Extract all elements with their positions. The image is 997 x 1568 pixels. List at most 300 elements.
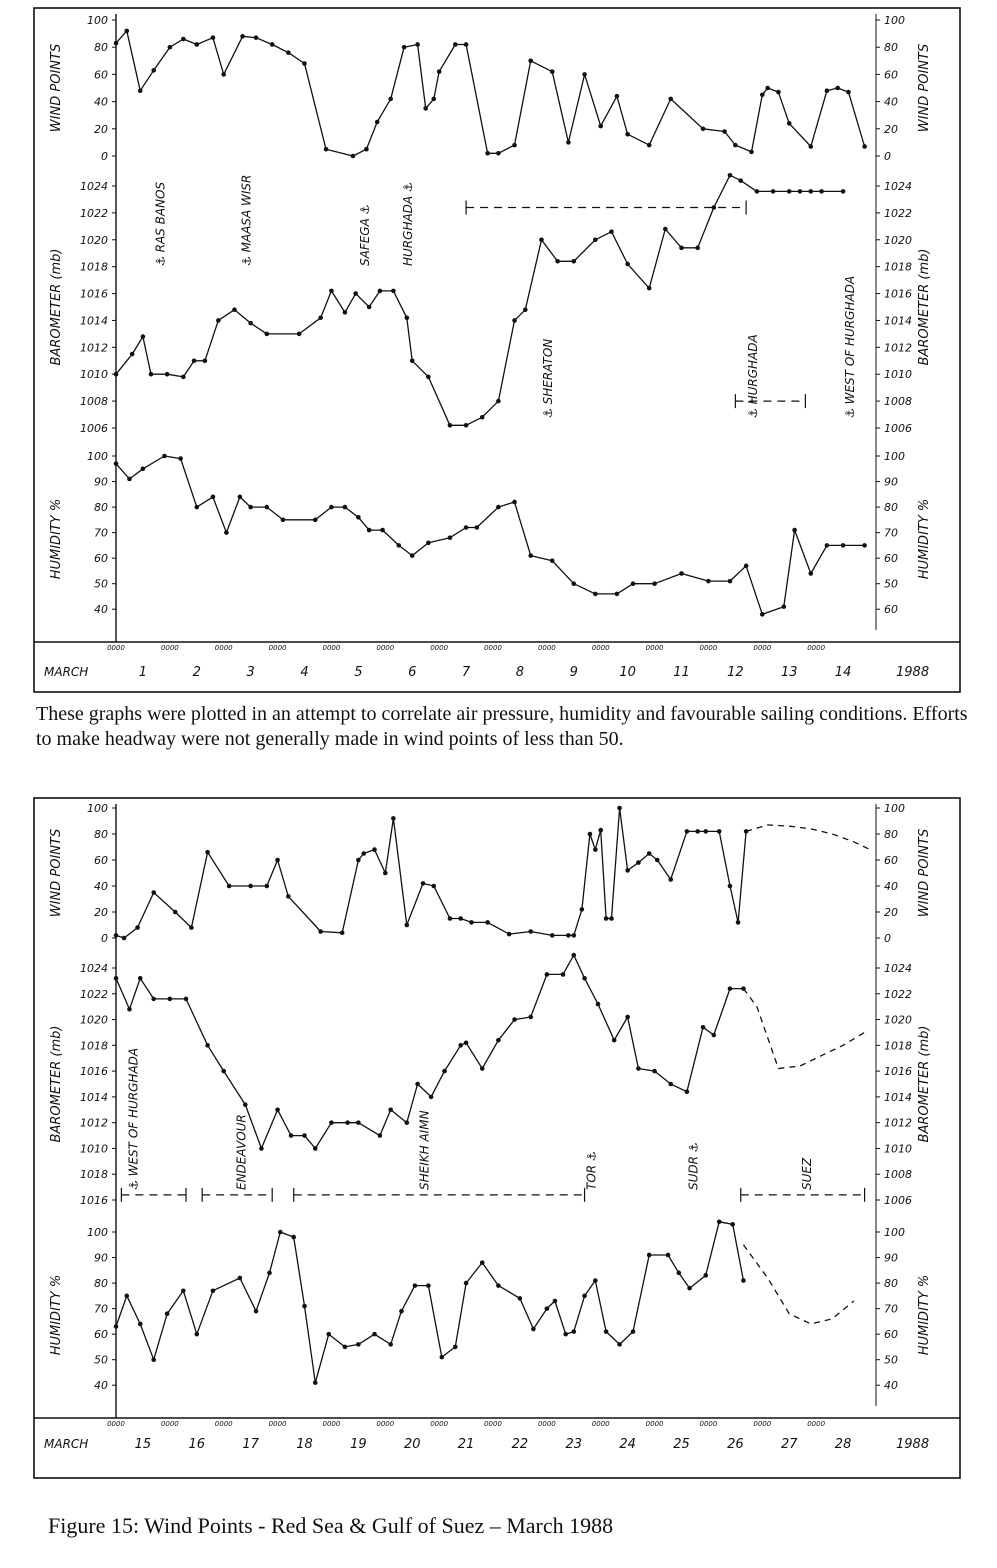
data-point — [343, 310, 348, 315]
data-point — [841, 189, 846, 194]
y-tick-label-right: 60 — [884, 552, 898, 566]
data-point — [135, 925, 140, 930]
data-point — [286, 894, 291, 899]
data-point — [448, 916, 453, 921]
data-point — [243, 1102, 248, 1107]
y-tick-label: 60 — [94, 1328, 108, 1342]
time-tick-label: 0000 — [322, 644, 341, 652]
time-tick-label: 0000 — [699, 1420, 718, 1428]
x-tick-label: 14 — [834, 665, 852, 680]
y-tick-label: 1012 — [80, 1116, 108, 1130]
data-point — [356, 858, 361, 863]
y-tick-label: 1006 — [80, 422, 108, 435]
data-point — [580, 907, 585, 912]
data-point — [278, 1230, 283, 1235]
annotation-label: ⚓ WEST OF HURGHADA — [842, 275, 857, 418]
data-point — [227, 884, 232, 889]
data-point — [728, 173, 733, 178]
data-point — [563, 1332, 568, 1337]
data-point — [545, 1306, 550, 1311]
time-tick-label: 0000 — [430, 1420, 449, 1428]
time-tick-label: 0000 — [591, 644, 610, 652]
data-point — [496, 399, 501, 404]
data-point — [550, 69, 555, 74]
data-point — [728, 579, 733, 584]
data-point — [248, 321, 253, 326]
y-tick-label: 80 — [94, 501, 108, 515]
data-point — [571, 933, 576, 938]
chart-march-15-28 — [34, 798, 960, 1478]
data-point — [205, 1043, 210, 1048]
y-tick-label: 80 — [94, 1277, 108, 1291]
y-tick-label-right: 70 — [884, 526, 898, 540]
y-axis-title: HUMIDITY % — [49, 1274, 64, 1356]
data-point — [862, 543, 867, 548]
data-point — [458, 916, 463, 921]
data-point — [625, 132, 630, 137]
data-point — [668, 877, 673, 882]
data-point — [378, 1133, 383, 1138]
y-tick-label: 1016 — [80, 287, 108, 301]
data-point — [426, 375, 431, 380]
x-tick-label: 2 — [192, 665, 201, 680]
data-point — [677, 1271, 682, 1276]
data-point — [722, 129, 727, 134]
y-tick-label-right: 1020 — [884, 1013, 912, 1027]
data-point — [760, 93, 765, 98]
data-point — [318, 929, 323, 934]
data-point — [141, 466, 146, 471]
data-point — [609, 916, 614, 921]
data-point — [356, 1120, 361, 1125]
data-point — [399, 1309, 404, 1314]
data-point — [194, 1332, 199, 1337]
data-point — [733, 143, 738, 148]
y-tick-label-right: 80 — [884, 1277, 898, 1291]
data-point — [545, 972, 550, 977]
y-tick-label: 1016 — [80, 1065, 108, 1079]
data-point — [528, 929, 533, 934]
time-tick-label: 0000 — [214, 644, 233, 652]
data-point — [598, 828, 603, 833]
data-point — [765, 86, 770, 91]
x-tick-label: 12 — [727, 665, 744, 680]
annotation-label: SUDR ⚓ — [686, 1142, 701, 1190]
data-point — [240, 34, 245, 39]
data-point — [410, 358, 415, 363]
y-tick-label: 1018 — [80, 1039, 108, 1053]
data-point — [512, 318, 517, 323]
y-tick-label: 70 — [94, 526, 108, 540]
data-point — [593, 1278, 598, 1283]
y-tick-label-right: 100 — [884, 14, 905, 27]
data-point — [259, 1146, 264, 1151]
data-point — [571, 259, 576, 264]
data-point — [378, 289, 383, 294]
data-point — [168, 45, 173, 50]
data-point — [431, 884, 436, 889]
data-point — [528, 1015, 533, 1020]
data-point — [318, 315, 323, 320]
y-axis-title: HUMIDITY % — [49, 498, 64, 580]
data-point — [617, 806, 622, 811]
data-point — [695, 829, 700, 834]
data-point — [275, 1107, 280, 1112]
y-tick-label-right: 1010 — [884, 368, 912, 382]
data-point — [189, 925, 194, 930]
data-point — [835, 86, 840, 91]
data-point — [523, 307, 528, 312]
data-point — [405, 1120, 410, 1125]
y-tick-label: 50 — [94, 577, 108, 591]
data-point — [211, 495, 216, 500]
data-point — [127, 477, 132, 482]
annotation-label: HURGHADA ⚓ — [401, 182, 416, 266]
data-point — [127, 1007, 132, 1012]
data-point — [423, 106, 428, 111]
y-tick-label-right: 1008 — [884, 1168, 912, 1182]
y-tick-label-right: 1020 — [884, 233, 912, 247]
y-tick-label: 1012 — [80, 341, 108, 355]
data-point — [712, 205, 717, 210]
y-axis-title: BAROMETER (mb) — [49, 1025, 64, 1143]
data-point — [617, 1342, 622, 1347]
data-point — [625, 1015, 630, 1020]
x-tick-label: 26 — [727, 1437, 744, 1452]
data-point — [571, 1329, 576, 1334]
x-tick-label: 19 — [350, 1437, 367, 1452]
data-point — [846, 90, 851, 95]
y-tick-label-right: 1016 — [884, 287, 912, 301]
data-point — [114, 461, 119, 466]
data-point — [647, 1253, 652, 1258]
data-point — [663, 227, 668, 232]
data-point — [464, 1040, 469, 1045]
x-tick-label: 7 — [461, 665, 471, 680]
data-point — [738, 178, 743, 183]
y-tick-label: 40 — [94, 95, 108, 109]
data-point — [755, 189, 760, 194]
y-axis-title: WIND POINTS — [49, 828, 64, 918]
data-point — [380, 528, 385, 533]
caption-top: These graphs were plotted in an attempt to correlate air pressure, humidity and favourable sailing conditions. Efforts to make headway were not generally made in wind points of less than 50. — [36, 703, 968, 750]
y-tick-label-right: 0 — [884, 932, 891, 945]
data-point — [728, 884, 733, 889]
annotation-label: ⚓ HURGHADA — [745, 334, 760, 418]
data-point — [652, 1069, 657, 1074]
data-point — [480, 415, 485, 420]
data-point — [114, 1324, 119, 1329]
data-point — [679, 246, 684, 251]
y-tick-label-right: 40 — [884, 95, 898, 109]
data-point — [383, 871, 388, 876]
y-tick-label: 1024 — [80, 962, 108, 975]
data-point — [388, 97, 393, 102]
panel-0 — [49, 14, 932, 163]
data-point — [426, 1283, 431, 1288]
data-point — [313, 1146, 318, 1151]
year-label: 1988 — [896, 665, 930, 680]
data-point — [221, 72, 226, 77]
x-tick-label: 27 — [780, 1437, 798, 1452]
data-point — [364, 147, 369, 152]
data-point — [668, 1082, 673, 1087]
y-tick-label: 1024 — [80, 180, 108, 193]
y-tick-label: 60 — [94, 552, 108, 566]
data-point — [631, 1329, 636, 1334]
data-point — [141, 334, 146, 339]
series-line — [116, 1222, 743, 1383]
data-point — [615, 592, 620, 597]
y-tick-label-right: 1022 — [884, 987, 912, 1001]
data-point — [496, 505, 501, 510]
data-point — [819, 189, 824, 194]
data-point — [324, 147, 329, 152]
data-point — [728, 986, 733, 991]
data-point — [598, 124, 603, 129]
projected-line — [746, 825, 870, 850]
data-point — [168, 997, 173, 1002]
y-tick-label-right: 1008 — [884, 395, 912, 409]
data-point — [787, 189, 792, 194]
data-point — [862, 144, 867, 149]
y-tick-label: 1008 — [80, 395, 108, 409]
y-tick-label-right: 100 — [884, 450, 905, 463]
data-point — [329, 289, 334, 294]
data-point — [518, 1296, 523, 1301]
data-point — [512, 1017, 517, 1022]
y-axis-title-right: HUMIDITY % — [917, 498, 932, 580]
data-point — [302, 61, 307, 66]
y-tick-label-right: 1024 — [884, 962, 912, 975]
data-point — [405, 315, 410, 320]
data-point — [151, 1357, 156, 1362]
data-point — [291, 1235, 296, 1240]
data-point — [668, 97, 673, 102]
data-point — [685, 829, 690, 834]
y-tick-label: 70 — [94, 1302, 108, 1316]
data-point — [238, 495, 243, 500]
data-point — [151, 997, 156, 1002]
data-point — [555, 259, 560, 264]
data-point — [402, 45, 407, 50]
data-point — [361, 851, 366, 856]
y-tick-label-right: 60 — [884, 68, 898, 82]
annotation-label: SUEZ — [799, 1157, 814, 1190]
y-tick-label-right: 0 — [884, 150, 891, 163]
data-point — [429, 1095, 434, 1100]
y-tick-label-right: 1014 — [884, 314, 912, 328]
data-point — [744, 564, 749, 569]
data-point — [203, 358, 208, 363]
x-tick-label: 10 — [619, 665, 636, 680]
data-point — [124, 29, 129, 34]
data-point — [130, 352, 135, 357]
x-tick-label: 11 — [673, 665, 690, 680]
data-point — [749, 150, 754, 155]
data-point — [512, 143, 517, 148]
y-tick-label: 90 — [94, 475, 108, 489]
time-tick-label: 0000 — [376, 1420, 395, 1428]
time-tick-label: 0000 — [107, 1420, 125, 1428]
annotation-label: TOR ⚓ — [584, 1151, 599, 1190]
x-tick-label: 23 — [565, 1437, 583, 1452]
y-tick-label: 1022 — [80, 206, 108, 220]
data-point — [571, 953, 576, 958]
annotation-label: ⚓ WEST OF HURGHADA — [126, 1047, 141, 1190]
data-point — [485, 920, 490, 925]
data-point — [302, 1304, 307, 1309]
data-point — [396, 543, 401, 548]
data-point — [375, 120, 380, 125]
data-point — [612, 1038, 617, 1043]
panel-2 — [49, 1219, 932, 1392]
data-point — [254, 35, 259, 40]
data-point — [652, 581, 657, 586]
y-tick-label: 100 — [87, 450, 108, 463]
data-point — [771, 189, 776, 194]
data-point — [593, 847, 598, 852]
data-point — [582, 976, 587, 981]
time-tick-label: 0000 — [537, 1420, 556, 1428]
data-point — [703, 829, 708, 834]
data-point — [224, 530, 229, 535]
data-point — [512, 500, 517, 505]
data-point — [741, 1278, 746, 1283]
data-point — [437, 69, 442, 74]
data-point — [353, 291, 358, 296]
y-tick-label: 40 — [94, 603, 108, 617]
data-point — [192, 358, 197, 363]
data-point — [808, 571, 813, 576]
data-point — [485, 151, 490, 156]
data-point — [782, 604, 787, 609]
data-point — [528, 553, 533, 558]
y-tick-label: 20 — [94, 122, 108, 136]
data-point — [655, 858, 660, 863]
data-point — [221, 1069, 226, 1074]
data-point — [458, 1043, 463, 1048]
y-tick-label-right: 1022 — [884, 206, 912, 220]
data-point — [604, 1329, 609, 1334]
y-axis-title-right: HUMIDITY % — [917, 1274, 932, 1356]
y-axis-title: BAROMETER (mb) — [49, 248, 64, 366]
data-point — [825, 88, 830, 93]
x-tick-label: 5 — [354, 665, 363, 680]
y-axis-title-right: WIND POINTS — [917, 43, 932, 133]
y-tick-label-right: 80 — [884, 41, 898, 55]
data-point — [248, 884, 253, 889]
y-tick-label: 1016 — [80, 1194, 108, 1207]
month-label: MARCH — [44, 1437, 89, 1451]
data-point — [787, 121, 792, 126]
data-point — [138, 1322, 143, 1327]
projected-line — [743, 989, 864, 1069]
time-tick-label: 0000 — [322, 1420, 341, 1428]
time-tick-label: 0000 — [753, 1420, 772, 1428]
data-point — [238, 1276, 243, 1281]
data-point — [297, 332, 302, 337]
time-tick-label: 0000 — [268, 1420, 287, 1428]
data-point — [216, 318, 221, 323]
data-point — [841, 543, 846, 548]
data-point — [464, 525, 469, 530]
data-point — [496, 1038, 501, 1043]
x-tick-label: 22 — [511, 1437, 529, 1452]
y-tick-label: 1010 — [80, 1142, 108, 1156]
data-point — [372, 1332, 377, 1337]
x-tick-label: 4 — [300, 665, 309, 680]
data-point — [351, 154, 356, 159]
data-point — [265, 505, 270, 510]
data-point — [181, 37, 186, 42]
x-tick-label: 6 — [408, 665, 417, 680]
data-point — [776, 90, 781, 95]
data-point — [149, 372, 154, 377]
data-point — [343, 505, 348, 510]
data-point — [329, 505, 334, 510]
time-tick-label: 0000 — [484, 1420, 502, 1428]
time-tick-label: 0000 — [537, 644, 556, 652]
data-point — [372, 847, 377, 852]
y-tick-label-right: 1018 — [884, 260, 912, 274]
data-point — [265, 884, 270, 889]
data-point — [122, 936, 127, 941]
data-point — [345, 1120, 350, 1125]
data-point — [302, 1133, 307, 1138]
data-point — [178, 456, 183, 461]
y-tick-label: 1014 — [80, 314, 108, 328]
series-line — [116, 456, 865, 614]
data-point — [596, 1002, 601, 1007]
series-line — [116, 31, 865, 156]
data-point — [550, 933, 555, 938]
data-point — [571, 581, 576, 586]
time-tick-label: 0000 — [160, 644, 179, 652]
data-point — [431, 97, 436, 102]
data-point — [181, 375, 186, 380]
data-point — [760, 612, 765, 617]
y-tick-label-right: 100 — [884, 1226, 905, 1239]
time-tick-label: 0000 — [753, 644, 772, 652]
data-point — [114, 933, 119, 938]
data-point — [138, 976, 143, 981]
data-point — [464, 1281, 469, 1286]
y-tick-label-right: 60 — [884, 1328, 898, 1342]
x-tick-label: 9 — [569, 665, 578, 680]
x-tick-label: 24 — [619, 1437, 636, 1452]
annotation-label: ⚓ MAASA WISR — [239, 174, 254, 266]
year-label: 1988 — [896, 1437, 930, 1452]
x-tick-label: 15 — [134, 1437, 152, 1452]
data-point — [356, 515, 361, 520]
data-point — [448, 423, 453, 428]
y-tick-label: 1018 — [80, 260, 108, 274]
data-point — [415, 42, 420, 47]
y-tick-label-right: 1016 — [884, 1065, 912, 1079]
data-point — [211, 1288, 216, 1293]
data-point — [679, 571, 684, 576]
y-tick-label: 60 — [94, 854, 108, 867]
y-tick-label-right: 1012 — [884, 341, 912, 355]
data-point — [281, 518, 286, 523]
y-tick-label-right: 40 — [884, 880, 898, 893]
data-point — [248, 505, 253, 510]
y-tick-label-right: 90 — [884, 475, 898, 489]
y-tick-label-right: 1018 — [884, 1039, 912, 1053]
data-point — [480, 1260, 485, 1265]
data-point — [561, 972, 566, 977]
